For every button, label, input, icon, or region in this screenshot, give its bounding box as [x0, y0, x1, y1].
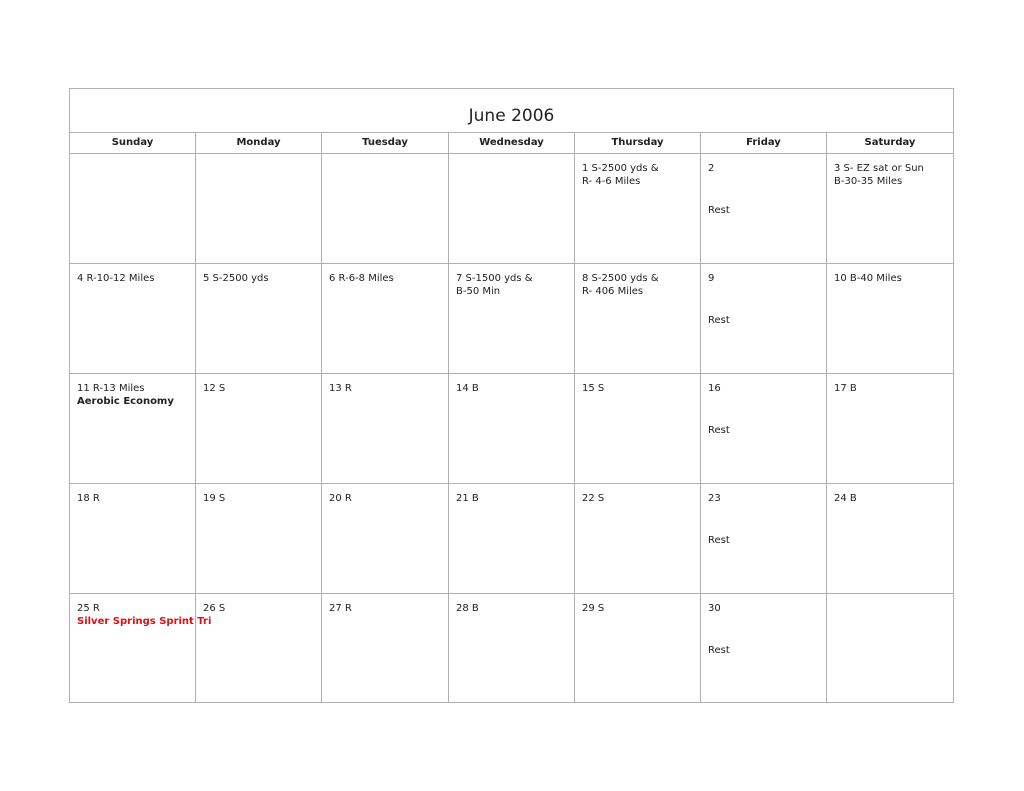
day-entry-text: 6 R-6-8 Miles	[329, 273, 394, 284]
day-cell	[827, 484, 953, 594]
day-cell	[575, 154, 701, 264]
day-entry-text: 10 B-40 Miles	[834, 273, 902, 284]
day-cell	[70, 374, 196, 484]
calendar-title: June 2006	[468, 106, 555, 126]
day-cell	[449, 594, 575, 702]
rest-label: Rest	[708, 205, 730, 216]
day-cell	[196, 264, 322, 374]
day-cell	[322, 484, 449, 594]
day-cell	[827, 264, 953, 374]
day-cell	[70, 264, 196, 374]
day-entry-text: 7 S-1500 yds &	[456, 273, 533, 284]
day-entry-text: 24 B	[834, 493, 857, 504]
day-of-week-header	[70, 133, 953, 154]
day-entry-text: 12 S	[203, 383, 226, 394]
day-cell	[322, 264, 449, 374]
day-cell	[322, 154, 449, 264]
day-cell	[575, 594, 701, 702]
day-entry-text: 8 S-2500 yds &	[582, 273, 659, 284]
day-cell	[827, 594, 953, 702]
day-cell	[322, 374, 449, 484]
day-entry-text: B-30-35 Miles	[834, 176, 903, 187]
dow-tuesday: Tuesday	[322, 133, 449, 153]
day-entry-text: 20 R	[329, 493, 352, 504]
day-entry-text: 2	[708, 163, 715, 174]
title-row	[70, 89, 953, 133]
day-cell	[196, 594, 322, 702]
day-entry-text: 4 R-10-12 Miles	[77, 273, 155, 284]
day-note: Aerobic Economy	[77, 396, 174, 407]
day-cell	[449, 374, 575, 484]
event-note: Silver Springs Sprint Tri	[77, 616, 212, 627]
day-cell	[701, 374, 827, 484]
day-entry-text: 25 R	[77, 603, 100, 614]
day-cell	[70, 154, 196, 264]
day-entry-text: 21 B	[456, 493, 479, 504]
day-entry-text: 9	[708, 273, 715, 284]
day-entry-text: 15 S	[582, 383, 605, 394]
day-entry-text: 26 S	[203, 603, 226, 614]
day-entry-text: 13 R	[329, 383, 352, 394]
day-entry-text: 27 R	[329, 603, 352, 614]
day-entry-text: 14 B	[456, 383, 479, 394]
day-entry-text: 17 B	[834, 383, 857, 394]
day-cell	[70, 594, 212, 702]
day-cell	[322, 594, 449, 702]
day-entry-text: B-50 Min	[456, 286, 501, 297]
day-entry-text: 22 S	[582, 493, 605, 504]
dow-saturday: Saturday	[864, 137, 916, 148]
day-cell	[196, 154, 322, 264]
dow-thursday: Thursday	[575, 133, 701, 153]
day-cell	[827, 374, 953, 484]
day-cell	[701, 264, 827, 374]
day-cell	[575, 264, 701, 374]
dow-monday: Monday	[196, 133, 322, 153]
day-entry-text: 30	[708, 603, 721, 614]
day-entry-text: 11 R-13 Miles	[77, 383, 145, 394]
day-cell	[449, 154, 575, 264]
day-entry-text: 5 S-2500 yds	[203, 273, 269, 284]
day-cell	[196, 374, 322, 484]
day-entry-text: 18 R	[77, 493, 100, 504]
day-entry-text: 29 S	[582, 603, 605, 614]
rest-label: Rest	[708, 535, 730, 546]
day-entry-text: R- 4-6 Miles	[582, 176, 641, 187]
rest-label: Rest	[708, 315, 730, 326]
day-cell	[701, 154, 827, 264]
rest-label: Rest	[708, 425, 730, 436]
dow-sunday: Sunday	[70, 133, 196, 153]
day-cell	[449, 484, 575, 594]
day-cell	[575, 484, 701, 594]
calendar-grid	[70, 154, 953, 702]
day-cell	[70, 484, 196, 594]
day-cell	[701, 594, 827, 702]
day-cell	[701, 484, 827, 594]
day-entry-text: 23	[708, 493, 721, 504]
day-cell	[196, 484, 322, 594]
day-entry-text: 16	[708, 383, 721, 394]
day-entry-text: R- 406 Miles	[582, 286, 644, 297]
day-entry-text: 19 S	[203, 493, 226, 504]
day-entry-text: 3 S- EZ sat or Sun	[834, 163, 924, 174]
dow-friday: Friday	[701, 133, 827, 153]
rest-label: Rest	[708, 645, 730, 656]
day-cell	[827, 154, 953, 264]
calendar	[69, 88, 954, 703]
day-cell	[449, 264, 575, 374]
day-cell	[575, 374, 701, 484]
day-entry-text: 28 B	[456, 603, 479, 614]
day-entry-text: 1 S-2500 yds &	[582, 163, 659, 174]
dow-wednesday: Wednesday	[449, 133, 575, 153]
